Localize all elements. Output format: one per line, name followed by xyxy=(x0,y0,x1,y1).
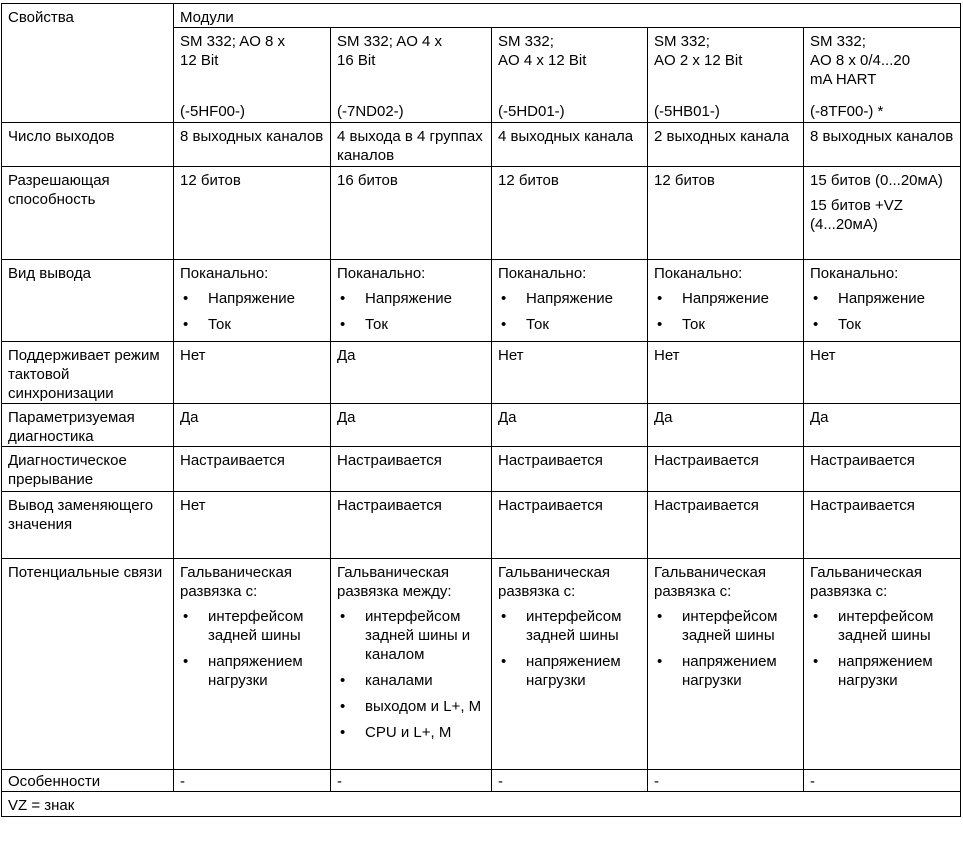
list-item xyxy=(810,607,954,645)
header-row-top xyxy=(2,4,961,28)
list-item-text: интерфейсом задней шины xyxy=(682,608,778,644)
bullet-list xyxy=(498,289,641,334)
row-label: Вывод заменяющего значения xyxy=(2,492,174,559)
bullet-icon: • xyxy=(501,653,507,670)
bullet-icon: • xyxy=(657,608,663,625)
list-item-text: Напряжение xyxy=(838,290,925,307)
cell-value: 4 выходных канала xyxy=(492,123,648,167)
cell-value: - xyxy=(648,770,804,792)
bullet-list xyxy=(654,289,797,334)
cell-isolation xyxy=(174,559,331,770)
module-header-5hf00 xyxy=(174,28,331,123)
cell-value: Нет xyxy=(492,342,648,404)
list-item-text: Ток xyxy=(365,316,388,333)
bullet-icon: • xyxy=(340,316,346,333)
cell-value: 12 битов xyxy=(174,167,331,260)
bullet-icon: • xyxy=(501,608,507,625)
list-item-text: Напряжение xyxy=(365,290,452,307)
cell-value: 2 выходных канала xyxy=(648,123,804,167)
bullet-icon: • xyxy=(340,698,346,715)
cell-value: 12 битов xyxy=(648,167,804,260)
cell-value: 8 выходных каналов xyxy=(804,123,961,167)
bullet-list xyxy=(654,607,797,690)
bullet-icon: • xyxy=(340,290,346,307)
module-header-5hd01 xyxy=(492,28,648,123)
row-potential xyxy=(2,559,961,770)
bullet-icon: • xyxy=(813,653,819,670)
list-item xyxy=(810,652,954,690)
list-item xyxy=(654,607,797,645)
cell-value: - xyxy=(492,770,648,792)
bullet-icon: • xyxy=(183,290,189,307)
row-label: Разрешающая способность xyxy=(2,167,174,260)
cell-intro: Гальваническая развязка с: xyxy=(810,564,923,600)
row-substitute-value xyxy=(2,492,961,559)
bullet-list xyxy=(337,289,485,334)
cell-intro: Гальваническая развязка с: xyxy=(180,564,293,600)
bullet-icon: • xyxy=(183,316,189,333)
bullet-icon: • xyxy=(657,290,663,307)
row-label: Вид вывода xyxy=(2,260,174,342)
module-name: SM 332; AO 4 x 12 Bit xyxy=(498,33,587,69)
cell-value: 12 битов xyxy=(492,167,648,260)
cell-intro: Поканально: xyxy=(654,265,743,282)
module-name: SM 332; AO 8 x 12 Bit xyxy=(180,33,286,69)
cell-value: Да xyxy=(331,404,492,447)
bullet-icon: • xyxy=(501,290,507,307)
cell-intro: Поканально: xyxy=(810,265,899,282)
cell-isolation xyxy=(648,559,804,770)
cell-isolation xyxy=(331,559,492,770)
list-item xyxy=(337,723,485,742)
cell-value: Нет xyxy=(804,342,961,404)
bullet-icon: • xyxy=(657,316,663,333)
list-item-text: CPU и L+, M xyxy=(365,724,452,741)
module-code: (-7ND02-) xyxy=(337,103,404,120)
list-item-text: напряжением нагрузки xyxy=(526,653,621,689)
list-item-text: напряжением нагрузки xyxy=(208,653,303,689)
bullet-icon: • xyxy=(813,316,819,333)
list-item-text: Напряжение xyxy=(208,290,295,307)
cell-value: Настраивается xyxy=(492,492,648,559)
row-features xyxy=(2,770,961,792)
list-item xyxy=(180,652,324,690)
cell-value: - xyxy=(174,770,331,792)
cell-isolation xyxy=(492,559,648,770)
cell-output-type xyxy=(174,260,331,342)
cell-intro: Гальваническая развязка между: xyxy=(337,564,452,600)
list-item-text: каналами xyxy=(365,672,433,689)
cell-value: Настраивается xyxy=(331,447,492,492)
cell-isolation xyxy=(804,559,961,770)
cell-value: Да xyxy=(804,404,961,447)
resolution-line: 15 битов +VZ (4...20мА) xyxy=(810,197,903,233)
module-code: (-5HB01-) xyxy=(654,103,720,120)
bullet-list xyxy=(337,607,485,742)
resolution-line: 15 битов (0...20мА) xyxy=(810,172,943,189)
row-label: Диагностическое прерывание xyxy=(2,447,174,492)
row-label: Особенности xyxy=(2,770,174,792)
list-item-text: интерфейсом задней шины xyxy=(838,608,934,644)
list-item xyxy=(180,315,324,334)
list-item xyxy=(654,652,797,690)
row-label: Потенциальные связи xyxy=(2,559,174,770)
bullet-list xyxy=(810,289,954,334)
row-resolution xyxy=(2,167,961,260)
modules-header: Модули xyxy=(174,4,961,28)
bullet-icon: • xyxy=(340,608,346,625)
row-output-type xyxy=(2,260,961,342)
bullet-icon: • xyxy=(340,672,346,689)
cell-intro: Поканально: xyxy=(180,265,269,282)
row-diagnostics xyxy=(2,404,961,447)
list-item xyxy=(337,315,485,334)
row-label: Число выходов xyxy=(2,123,174,167)
module-header-8tf00 xyxy=(804,28,961,123)
module-code: (-5HF00-) xyxy=(180,103,246,120)
cell-value: Нет xyxy=(648,342,804,404)
module-code: (-5HD01-) xyxy=(498,103,565,120)
cell-value: Да xyxy=(492,404,648,447)
row-label: Поддерживает режим тактовой синхронизации xyxy=(2,342,174,404)
bullet-list xyxy=(810,607,954,690)
row-clock-sync xyxy=(2,342,961,404)
row-footnote xyxy=(2,792,961,817)
list-item-text: интерфейсом задней шины xyxy=(526,608,622,644)
list-item-text: напряжением нагрузки xyxy=(682,653,777,689)
list-item xyxy=(498,315,641,334)
cell-value: - xyxy=(804,770,961,792)
list-item xyxy=(337,697,485,716)
bullet-icon: • xyxy=(657,653,663,670)
cell-value-multi xyxy=(804,167,961,260)
list-item-text: Напряжение xyxy=(526,290,613,307)
cell-value: Да xyxy=(174,404,331,447)
list-item-text: интерфейсом задней шины xyxy=(208,608,304,644)
bullet-list xyxy=(180,289,324,334)
cell-value: 8 выходных каналов xyxy=(174,123,331,167)
list-item xyxy=(498,652,641,690)
list-item-text: выходом и L+, M xyxy=(365,698,482,715)
module-name: SM 332; AO 2 x 12 Bit xyxy=(654,33,743,69)
footnote: VZ = знак xyxy=(2,792,961,817)
module-code: (-8TF00-) * xyxy=(810,103,884,120)
bullet-icon: • xyxy=(813,290,819,307)
cell-output-type xyxy=(331,260,492,342)
cell-value: Настраивается xyxy=(492,447,648,492)
row-diag-interrupt xyxy=(2,447,961,492)
bullet-list xyxy=(498,607,641,690)
cell-value: Настраивается xyxy=(804,492,961,559)
bullet-icon: • xyxy=(501,316,507,333)
module-header-5hb01 xyxy=(648,28,804,123)
list-item-text: Напряжение xyxy=(682,290,769,307)
module-name: SM 332; AO 4 x 16 Bit xyxy=(337,33,443,69)
list-item-text: напряжением нагрузки xyxy=(838,653,933,689)
bullet-icon: • xyxy=(340,724,346,741)
list-item xyxy=(810,315,954,334)
cell-value: Нет xyxy=(174,342,331,404)
cell-intro: Поканально: xyxy=(337,265,426,282)
list-item xyxy=(337,607,485,664)
list-item-text: Ток xyxy=(682,316,705,333)
list-item-text: Ток xyxy=(208,316,231,333)
list-item xyxy=(498,289,641,308)
list-item-text: интерфейсом задней шины и каналом xyxy=(365,608,471,663)
list-item xyxy=(337,289,485,308)
bullet-icon: • xyxy=(813,608,819,625)
bullet-icon: • xyxy=(183,653,189,670)
cell-value: 4 выхода в 4 группах каналов xyxy=(331,123,492,167)
list-item xyxy=(337,671,485,690)
list-item xyxy=(180,289,324,308)
cell-value: - xyxy=(331,770,492,792)
list-item xyxy=(498,607,641,645)
list-item-text: Ток xyxy=(838,316,861,333)
cell-output-type xyxy=(804,260,961,342)
list-item xyxy=(810,289,954,308)
list-item-text: Ток xyxy=(526,316,549,333)
list-item xyxy=(180,607,324,645)
module-header-7nd02 xyxy=(331,28,492,123)
cell-value: Настраивается xyxy=(331,492,492,559)
list-item xyxy=(654,289,797,308)
module-name: SM 332; AO 8 x 0/4...20 mA HART xyxy=(810,33,911,88)
cell-intro: Гальваническая развязка с: xyxy=(654,564,767,600)
bullet-icon: • xyxy=(183,608,189,625)
cell-value: Да xyxy=(331,342,492,404)
cell-value: Да xyxy=(648,404,804,447)
row-label: Параметризуемая диагностика xyxy=(2,404,174,447)
cell-intro: Гальваническая развязка с: xyxy=(498,564,611,600)
cell-value: Настраивается xyxy=(648,492,804,559)
row-channels xyxy=(2,123,961,167)
cell-value: Настраивается xyxy=(648,447,804,492)
cell-value: Настраивается xyxy=(174,447,331,492)
list-item xyxy=(654,315,797,334)
cell-output-type xyxy=(492,260,648,342)
properties-header: Свойства xyxy=(2,4,174,123)
cell-value: Настраивается xyxy=(804,447,961,492)
cell-intro: Поканально: xyxy=(498,265,587,282)
cell-value: 16 битов xyxy=(331,167,492,260)
cell-value: Нет xyxy=(174,492,331,559)
cell-output-type xyxy=(648,260,804,342)
bullet-list xyxy=(180,607,324,690)
module-spec-table xyxy=(1,3,961,817)
